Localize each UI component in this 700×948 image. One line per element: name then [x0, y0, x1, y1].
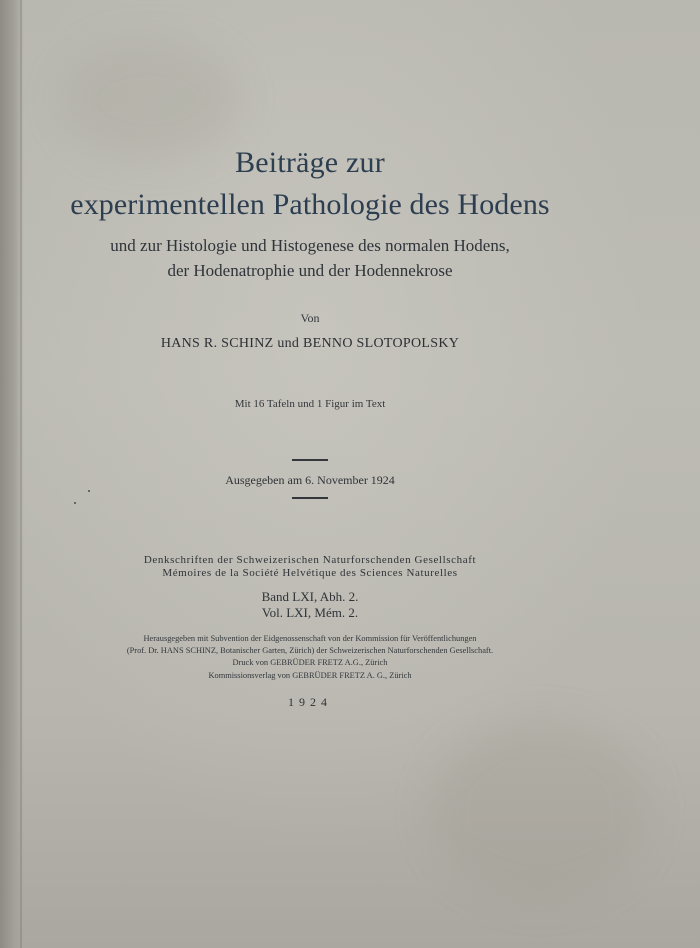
- authors: HANS R. SCHINZ und BENNO SLOTOPOLSKY: [160, 336, 460, 351]
- series-title-french: Mémoires de la Société Helvétique des Sciences Naturelles: [162, 567, 458, 579]
- publisher-line-1: Herausgegeben mit Subvention der Eidgenossenschaft von der Kommission für Veröffentlichungen: [143, 634, 477, 643]
- paper-speck: [88, 490, 90, 492]
- volume-german: Band LXI, Abh. 2.: [261, 589, 359, 604]
- printer-line: Druck von GEBRÜDER FRETZ A.G., Zürich: [232, 658, 388, 667]
- divider-rule-bottom: [292, 497, 328, 499]
- volume-french: Vol. LXI, Mém. 2.: [261, 605, 359, 620]
- issue-date: Ausgegeben am 6. November 1924: [225, 473, 395, 487]
- series-title-german: Denkschriften der Schweizerischen Naturforschenden Gesellschaft: [143, 554, 477, 566]
- paper-speck: [74, 502, 76, 504]
- publication-year: 1924: [288, 695, 332, 709]
- divider-rule-top: [292, 459, 328, 461]
- plates-note: Mit 16 Tafeln und 1 Figur im Text: [234, 398, 386, 410]
- title-line-1: Beiträge zur: [235, 146, 385, 179]
- commission-line: Kommissionsverlag von GEBRÜDER FRETZ A. G., Zürich: [208, 671, 412, 680]
- title-line-2: experimentellen Pathologie des Hodens: [70, 188, 550, 221]
- subtitle-line-1: und zur Histologie und Histogenese des normalen Hodens,: [110, 236, 510, 255]
- publisher-line-2: (Prof. Dr. HANS SCHINZ, Botanischer Garten, Zürich) der Schweizerischen Naturforschenden Gesellschaft.: [126, 646, 494, 655]
- by-label: Von: [300, 311, 320, 325]
- paper-stain: [430, 720, 650, 900]
- paper-stain: [60, 40, 240, 160]
- subtitle-line-2: der Hodenatrophie und der Hodennekrose: [167, 261, 453, 280]
